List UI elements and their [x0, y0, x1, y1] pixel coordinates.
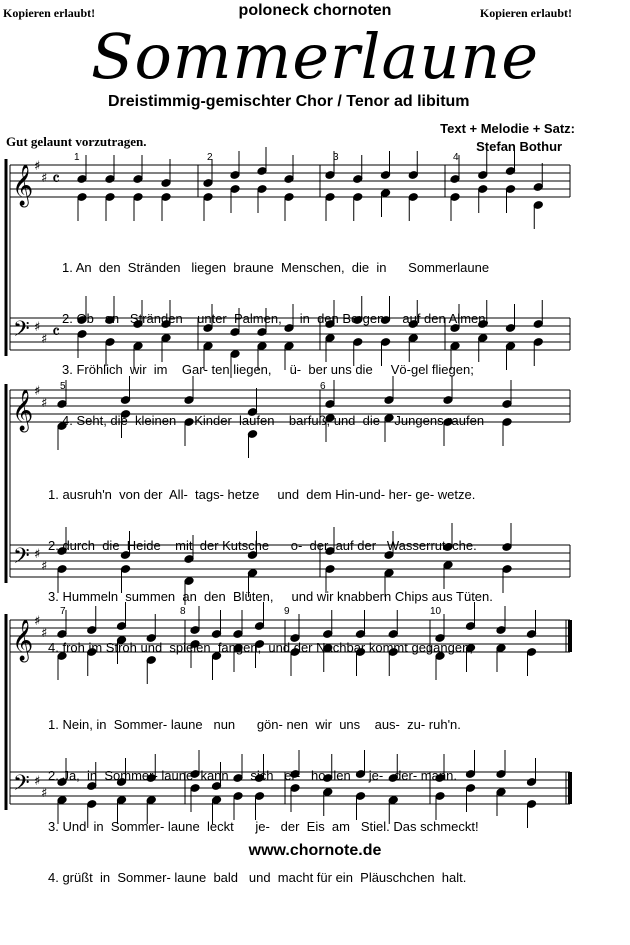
note [496, 644, 506, 672]
lyric-line: 3. Fröhlich wir im Gar- ten liegen, ü- ber uns die Vö-gel fliegen; [62, 362, 474, 377]
measure-number: 1 [74, 152, 80, 163]
measure-number: 3 [333, 152, 339, 163]
note [450, 193, 460, 221]
note [133, 155, 143, 183]
lyric-line: 4. grüßt in Sommer- laune bald und macht für ein Pläuschchen halt. [48, 870, 467, 885]
note [325, 193, 335, 221]
note [77, 193, 87, 221]
lyric-line: 2. Ja, in Sommer- laune kann sich er- ho- len je- der- mann. [48, 768, 457, 783]
note [133, 193, 143, 221]
note [533, 300, 543, 328]
publisher-name: poloneck chornoten [238, 2, 392, 19]
note [353, 193, 363, 221]
measure-number: 7 [60, 606, 66, 617]
treble-clef: 𝄞 [12, 390, 34, 431]
note [380, 189, 390, 217]
lyric-line: 1. Nein, in Sommer- laune nun gön- nen wir uns aus- zu- ruh'n. [48, 717, 461, 732]
bass-clef: 𝄢 [13, 544, 30, 574]
lyrics-system-1 [62, 225, 489, 446]
note [502, 523, 512, 551]
note [533, 338, 543, 366]
sharp-sign: ♯ [41, 559, 48, 574]
sharp-sign: ♯ [34, 774, 41, 789]
measure-number: 5 [60, 381, 66, 392]
note [161, 193, 171, 221]
footer-website: www.chornote.de [248, 842, 382, 859]
time-signature-common: 𝄴 [52, 169, 61, 190]
note [105, 155, 115, 183]
bass-clef: 𝄢 [13, 771, 30, 801]
lyric-line: 2. Ob an Stränden unter Palmen, in den Bergen auf den Almen, [62, 311, 490, 326]
sharp-sign: ♯ [41, 171, 48, 186]
sharp-sign: ♯ [34, 547, 41, 562]
measure-number: 9 [284, 606, 290, 617]
sharp-sign: ♯ [41, 626, 48, 641]
note [533, 163, 543, 191]
note [505, 147, 515, 175]
copy-permission-right: Kopieren erlaubt! [479, 6, 572, 20]
note [505, 342, 515, 370]
sharp-sign: ♯ [41, 396, 48, 411]
lyric-line: 3. Und in Sommer- laune leckt je- der Eis am Stiel. Das schmeckt! [48, 819, 479, 834]
note [257, 147, 267, 175]
sharp-sign: ♯ [41, 332, 48, 347]
note [478, 185, 488, 213]
note [505, 185, 515, 213]
sharp-sign: ♯ [34, 614, 41, 629]
measure-number: 4 [453, 152, 459, 163]
sharp-sign: ♯ [34, 320, 41, 335]
note [502, 418, 512, 446]
key-signature [34, 384, 47, 411]
lyrics-system-3 [48, 682, 479, 903]
measure-number: 10 [430, 606, 442, 617]
time-signature-common: 𝄴 [52, 322, 61, 343]
note [408, 193, 418, 221]
note [230, 185, 240, 213]
credits-label: Text + Melodie + Satz: [440, 121, 575, 136]
composer-name: Stefan Bothur [476, 139, 563, 154]
measure-number: 6 [320, 381, 326, 392]
lyric-line: 1. An den Stränden liegen braune Menschen, die in Sommerlaune [62, 260, 490, 275]
note [284, 193, 294, 221]
note [284, 155, 294, 183]
note [203, 193, 213, 221]
lyric-line: 4. Seht, die kleinen Kinder laufen barfuß, und die Jungens raufen [62, 413, 485, 428]
note [105, 193, 115, 221]
treble-clef: 𝄞 [12, 165, 34, 206]
note [353, 155, 363, 183]
key-signature [34, 320, 47, 347]
note [257, 185, 267, 213]
note [502, 565, 512, 593]
song-title: Sommerlaune [90, 20, 540, 93]
key-signature [34, 547, 47, 574]
lyric-line: 3. Hummeln summen an den Blüten, und wir knabbern Chips aus Tüten. [48, 589, 493, 604]
sharp-sign: ♯ [34, 159, 41, 174]
note [496, 788, 506, 816]
note [533, 201, 543, 229]
tempo-marking: Gut gelaunt vorzutragen. [6, 134, 147, 149]
measure-number: 8 [180, 606, 186, 617]
lyric-line: 2. durch die Heide mit der Kutsche o- der auf der Wasserrutsche. [48, 538, 477, 553]
copy-permission-left: Kopieren erlaubt! [3, 6, 96, 20]
sharp-sign: ♯ [34, 384, 41, 399]
song-subtitle: Dreistimmig-gemischter Chor / Tenor ad libitum [108, 93, 470, 110]
bass-clef: 𝄢 [13, 317, 30, 347]
treble-clef: 𝄞 [12, 620, 34, 661]
note [526, 800, 536, 828]
sharp-sign: ♯ [41, 786, 48, 801]
note [526, 610, 536, 638]
key-signature [34, 774, 47, 801]
key-signature [34, 614, 47, 641]
lyric-line: 4. froh im Stroh und spielen fangen, und der Nachbar kommt gegangen, [48, 640, 473, 655]
note [502, 380, 512, 408]
lyrics-system-2 [48, 452, 493, 673]
note [496, 750, 506, 778]
lyric-line: 1. ausruh'n von der All- tags- hetze und dem Hin-und- her- ge- wetze. [48, 487, 476, 502]
measure-number: 2 [207, 152, 213, 163]
note [526, 648, 536, 676]
key-signature [34, 159, 47, 186]
